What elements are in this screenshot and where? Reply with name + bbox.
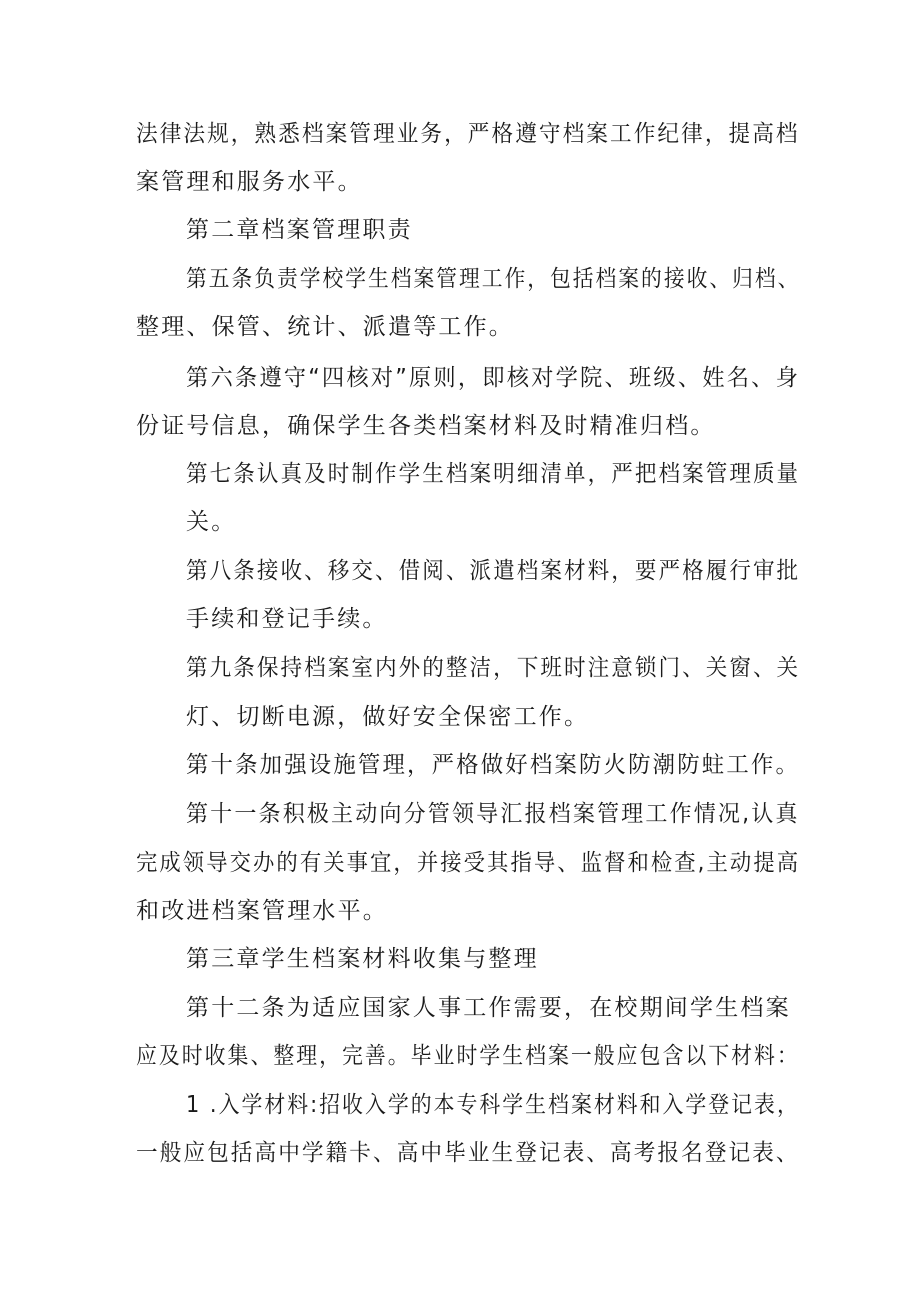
text-line: 完成领导交办的有关事宜，并接受其指导、监督和检查,主动提高 xyxy=(136,850,801,876)
text-line: 第五条负责学校学生档案管理工作，包括档案的接收、归档、 xyxy=(186,266,801,292)
text-line: 第十一条积极主动向分管领导汇报档案管理工作情况,认真 xyxy=(186,801,800,827)
text-line: 第七条认真及时制作学生档案明细清单，严把档案管理质量 xyxy=(186,461,801,487)
text-line: 关。 xyxy=(186,509,237,535)
text-line: 和改进档案管理水平。 xyxy=(136,898,388,924)
text-line: 法律法规，熟悉档案管理业务，严格遵守档案工作纪律，提高档 xyxy=(136,121,800,147)
text-line: 1 .入学材料:招收入学的本专科学生档案材料和入学登记表， xyxy=(186,1092,800,1118)
text-line: 灯、切断电源，做好安全保密工作。 xyxy=(186,704,590,730)
text-line: 手续和登记手续。 xyxy=(186,606,388,632)
text-line: 案管理和服务水平。 xyxy=(136,169,363,195)
text-line: 应及时收集、整理，完善。毕业时学生档案一般应包含以下材料： xyxy=(136,1043,800,1069)
text-line: 一般应包括高中学籍卡、高中毕业生登记表、高考报名登记表、 xyxy=(136,1140,800,1166)
text-line: 份证号信息，确保学生各类档案材料及时精准归档。 xyxy=(136,413,716,439)
text-line: 第六条遵守“四核对”原则，即核对学院、班级、姓名、身 xyxy=(186,365,801,391)
chapter-heading: 第三章学生档案材料收集与整理 xyxy=(186,946,539,972)
text-line: 第十二条为适应国家人事工作需要，在校期间学生档案 xyxy=(186,995,791,1021)
text-line: 第十条加强设施管理，严格做好档案防火防潮防蛀工作。 xyxy=(186,752,800,778)
text-line: 第八条接收、移交、借阅、派遣档案材料，要严格履行审批 xyxy=(186,558,801,584)
chapter-heading: 第二章档案管理职责 xyxy=(186,217,413,243)
text-line: 整理、保管、统计、派遣等工作。 xyxy=(136,314,514,340)
text-line: 第九条保持档案室内外的整洁，下班时注意锁门、关窗、关 xyxy=(186,655,801,681)
